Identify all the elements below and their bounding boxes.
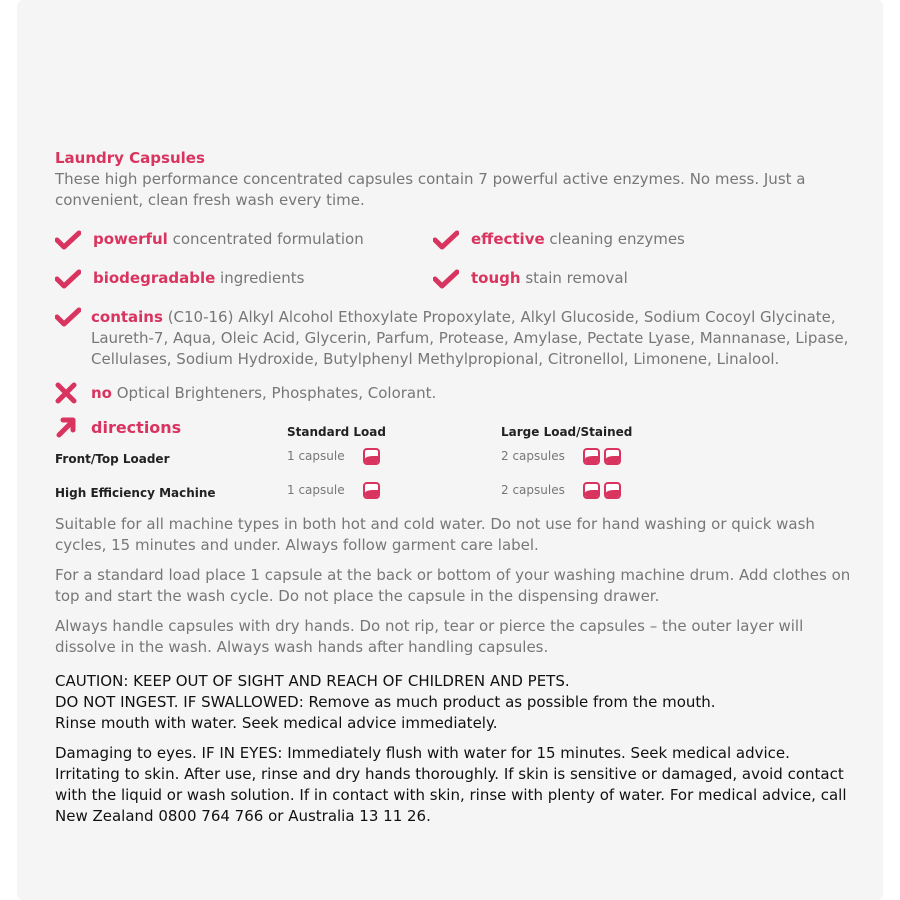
large-dose bbox=[501, 446, 621, 467]
capsule-icon bbox=[583, 448, 600, 465]
check-icon bbox=[55, 269, 81, 289]
caution-block bbox=[55, 671, 855, 734]
directions-header bbox=[55, 416, 181, 438]
row-label: High Efficiency Machine bbox=[55, 486, 216, 500]
directions-table bbox=[55, 416, 855, 508]
usage-paragraph: Always handle capsules with dry hands. Do not rip, tear or pierce the capsules – the outer layer will dissolve in the wash. Always wash hands after handling capsules. bbox=[55, 617, 804, 656]
check-icon bbox=[433, 269, 459, 289]
feature-text: cleaning enzymes bbox=[544, 230, 685, 248]
check-icon bbox=[55, 230, 81, 250]
feature-text: ingredients bbox=[215, 269, 305, 287]
capsule-icon bbox=[363, 448, 380, 465]
capsule-icon bbox=[604, 448, 621, 465]
column-standard-load: Standard Load bbox=[287, 425, 386, 439]
feature-item bbox=[433, 229, 833, 250]
row-label: Front/Top Loader bbox=[55, 452, 170, 466]
feature-list bbox=[55, 229, 855, 289]
product-title: Laundry Capsules bbox=[55, 149, 205, 167]
feature-item bbox=[55, 268, 433, 289]
ingredients-highlight: contains bbox=[91, 308, 163, 326]
directions-title: directions bbox=[91, 417, 182, 437]
caution-line: CAUTION: KEEP OUT OF SIGHT AND REACH OF CHILDREN AND PETS. bbox=[55, 672, 570, 690]
caution-line: Rinse mouth with water. Seek medical advice immediately. bbox=[55, 714, 498, 732]
feature-highlight: powerful bbox=[93, 230, 168, 248]
dose-text: 2 capsules bbox=[501, 483, 565, 497]
feature-text: stain removal bbox=[520, 269, 628, 287]
capsule-icon bbox=[583, 482, 600, 499]
standard-dose bbox=[287, 446, 380, 467]
usage-paragraph: For a standard load place 1 capsule at the back or bottom of your washing machine drum. Add clothes on top and start the wash cycle. Do not place the capsule in the dispensing drawer. bbox=[55, 566, 851, 605]
product-info bbox=[55, 148, 855, 827]
check-icon bbox=[55, 307, 81, 327]
product-intro: These high performance concentrated capsules contain 7 powerful active enzymes. No mess. Just a convenient, clean fresh wash every time. bbox=[55, 170, 806, 209]
exclusions-highlight: no bbox=[91, 383, 112, 402]
feature-highlight: biodegradable bbox=[93, 269, 216, 287]
feature-item bbox=[55, 229, 433, 250]
check-icon bbox=[433, 230, 459, 250]
arrow-icon bbox=[55, 416, 77, 438]
feature-text: concentrated formulation bbox=[167, 230, 364, 248]
exclusions-text: Optical Brighteners, Phosphates, Colorant. bbox=[111, 383, 437, 402]
column-large-load: Large Load/Stained bbox=[501, 425, 633, 439]
usage-paragraph: Suitable for all machine types in both hot and cold water. Do not use for hand washing or quick wash cycles, 15 minutes and under. Always follow garment care label. bbox=[55, 515, 815, 554]
capsule-icon bbox=[363, 482, 380, 499]
dose-text: 1 capsule bbox=[287, 449, 345, 463]
dose-text: 2 capsules bbox=[501, 449, 565, 463]
dose-text: 1 capsule bbox=[287, 483, 345, 497]
exclusions bbox=[55, 382, 855, 404]
feature-highlight: tough bbox=[471, 269, 521, 287]
caution-line: DO NOT INGEST. IF SWALLOWED: Remove as much product as possible from the mouth. bbox=[55, 693, 716, 711]
ingredients-text: (C10-16) Alkyl Alcohol Ethoxylate Propoxylate, Alkyl Glucoside, Sodium Cocoyl Glycinate, Laureth-7, Aqua, Oleic Acid, Glycerin, Parfum, Protease, Amylase, Pectate Lyase, Mannanase, Lipase, Cellulases, Sodium Hydroxide, Butylphenyl Methylpropional, Citronellol, Limonene, Linalool. bbox=[91, 308, 849, 368]
hazard-statement: Damaging to eyes. IF IN EYES: Immediately flush with water for 15 minutes. Seek medical advice. Irritating to skin. After use, rinse and dry hands thoroughly. If skin is sensitive or damaged, avoid contact with the liquid or wash solution. If in contact with skin, rinse with plenty of water. For medical advice, call New Zealand 0800 764 766 or Australia 13 11 26. bbox=[55, 744, 847, 825]
standard-dose bbox=[287, 480, 380, 501]
large-dose bbox=[501, 480, 621, 501]
ingredients bbox=[55, 307, 855, 370]
capsule-icon bbox=[604, 482, 621, 499]
feature-item bbox=[433, 268, 833, 289]
cross-icon bbox=[55, 382, 77, 404]
feature-highlight: effective bbox=[471, 230, 545, 248]
